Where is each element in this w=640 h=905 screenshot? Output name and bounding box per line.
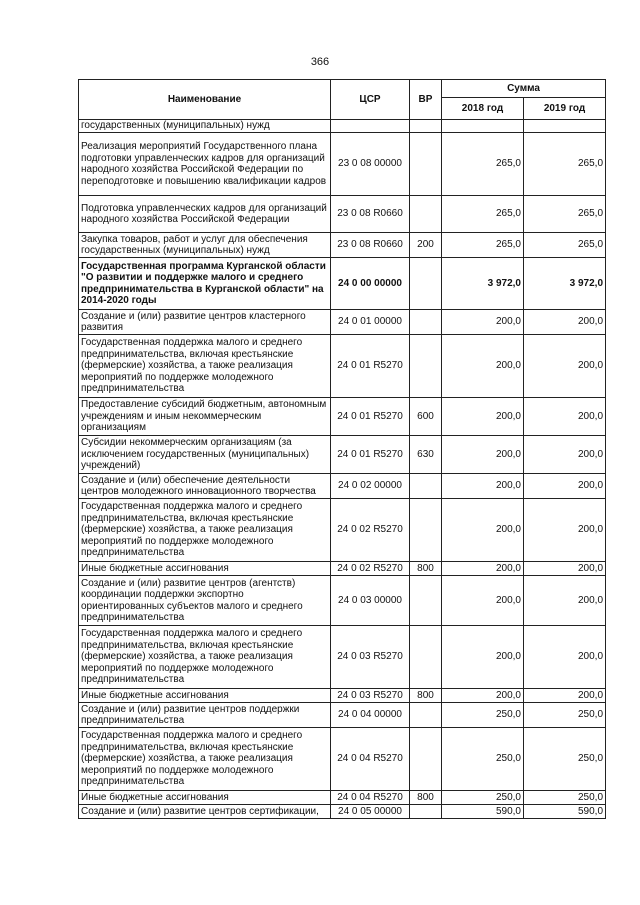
row-name: Государственная поддержка малого и среднего предпринимательства, включая крестьянские (фермерские) хозяйства, а также реализация мероприятий по поддержке молодежного предпринимательства	[79, 499, 331, 562]
row-vr: 800	[410, 791, 442, 805]
table-row	[79, 562, 606, 576]
row-name: Подготовка управленческих кадров для организаций народного хозяйства Российской Федерации	[79, 196, 331, 233]
row-vr	[410, 196, 442, 233]
row-name: Реализация мероприятий Государственного плана подготовки управленческих кадров для организаций народного хозяйства Российской Федерации по переподготовке и повышению квалификации кадров	[79, 133, 331, 196]
row-vr	[410, 310, 442, 335]
row-name: Государственная программа Курганской области "О развитии и поддержке малого и среднего предпринимательства в Курганской области" на 2014-2020 годы	[79, 258, 331, 310]
table-row	[79, 703, 606, 728]
row-2019: 200,0	[524, 436, 606, 474]
table-row	[79, 626, 606, 689]
row-csr: 24 0 03 R5270	[331, 626, 410, 689]
row-vr	[410, 258, 442, 310]
row-name: Субсидии некоммерческим организациям (за исключением государственных (муниципальных) учреждений)	[79, 436, 331, 474]
row-2019: 200,0	[524, 689, 606, 703]
table-row	[79, 398, 606, 436]
row-2019: 200,0	[524, 335, 606, 398]
row-csr: 24 0 05 00000	[331, 805, 410, 819]
row-2018: 200,0	[442, 398, 524, 436]
row-csr: 24 0 04 R5270	[331, 728, 410, 791]
header-sum: Сумма	[442, 80, 606, 98]
row-vr	[410, 805, 442, 819]
table-row	[79, 689, 606, 703]
row-name: Создание и (или) развитие центров поддержки предпринимательства	[79, 703, 331, 728]
row-2018: 200,0	[442, 499, 524, 562]
row-name: Создание и (или) развитие центров сертификации,	[79, 805, 331, 819]
row-vr	[410, 335, 442, 398]
row-csr: 24 0 02 00000	[331, 474, 410, 499]
row-vr: 800	[410, 562, 442, 576]
row-csr: 24 0 02 R5270	[331, 562, 410, 576]
row-vr	[410, 728, 442, 791]
row-2018: 590,0	[442, 805, 524, 819]
row-name: Закупка товаров, работ и услуг для обеспечения государственных (муниципальных) нужд	[79, 233, 331, 258]
header-csr: ЦСР	[331, 80, 410, 120]
row-2019: 265,0	[524, 233, 606, 258]
row-2018: 200,0	[442, 689, 524, 703]
table-row	[79, 728, 606, 791]
row-csr: 24 0 02 R5270	[331, 499, 410, 562]
row-name: Иные бюджетные ассигнования	[79, 791, 331, 805]
table-row	[79, 335, 606, 398]
table-body	[79, 120, 606, 819]
row-2018: 250,0	[442, 791, 524, 805]
table-row	[79, 233, 606, 258]
row-2018: 200,0	[442, 474, 524, 499]
row-vr: 200	[410, 233, 442, 258]
row-vr: 600	[410, 398, 442, 436]
row-2019: 200,0	[524, 626, 606, 689]
row-2018: 250,0	[442, 703, 524, 728]
row-name: Создание и (или) развитие центров кластерного развития	[79, 310, 331, 335]
row-2019: 200,0	[524, 562, 606, 576]
row-2019: 200,0	[524, 499, 606, 562]
row-csr: 23 0 08 00000	[331, 133, 410, 196]
row-vr	[410, 120, 442, 133]
row-2018: 200,0	[442, 626, 524, 689]
row-2019: 265,0	[524, 196, 606, 233]
row-name: Создание и (или) развитие центров (агентств) координации поддержки экспортно ориентированных субъектов малого и среднего предпринимательства	[79, 576, 331, 626]
row-vr	[410, 626, 442, 689]
row-csr: 24 0 00 00000	[331, 258, 410, 310]
row-name: Государственная поддержка малого и среднего предпринимательства, включая крестьянские (фермерские) хозяйства, а также реализация мероприятий по поддержке молодежного предпринимательства	[79, 728, 331, 791]
table-row	[79, 120, 606, 133]
table-row	[79, 133, 606, 196]
row-name: Создание и (или) обеспечение деятельности центров молодежного инновационного творчества	[79, 474, 331, 499]
row-2019: 265,0	[524, 133, 606, 196]
row-vr	[410, 474, 442, 499]
row-2019: 590,0	[524, 805, 606, 819]
row-csr	[331, 120, 410, 133]
row-2018: 265,0	[442, 133, 524, 196]
row-2019: 200,0	[524, 398, 606, 436]
row-2019: 250,0	[524, 728, 606, 791]
page-number: 366	[310, 56, 330, 68]
row-vr	[410, 576, 442, 626]
row-2018: 200,0	[442, 562, 524, 576]
budget-table	[78, 79, 606, 819]
row-vr	[410, 703, 442, 728]
row-vr	[410, 133, 442, 196]
row-2019: 250,0	[524, 791, 606, 805]
row-2018: 200,0	[442, 436, 524, 474]
row-2019	[524, 120, 606, 133]
table-row	[79, 258, 606, 310]
row-2018	[442, 120, 524, 133]
row-name: государственных (муниципальных) нужд	[79, 120, 331, 133]
table-row	[79, 791, 606, 805]
header-2018: 2018 год	[442, 98, 524, 120]
row-csr: 24 0 01 R5270	[331, 335, 410, 398]
row-2018: 3 972,0	[442, 258, 524, 310]
row-csr: 24 0 01 00000	[331, 310, 410, 335]
row-2018: 250,0	[442, 728, 524, 791]
row-csr: 24 0 04 R5270	[331, 791, 410, 805]
header-vr: ВР	[410, 80, 442, 120]
table-row	[79, 805, 606, 819]
row-vr: 800	[410, 689, 442, 703]
row-2018: 200,0	[442, 335, 524, 398]
row-2019: 3 972,0	[524, 258, 606, 310]
row-name: Иные бюджетные ассигнования	[79, 689, 331, 703]
header-2019: 2019 год	[524, 98, 606, 120]
row-csr: 23 0 08 R0660	[331, 196, 410, 233]
row-csr: 24 0 03 R5270	[331, 689, 410, 703]
row-2019: 200,0	[524, 474, 606, 499]
header-name: Наименование	[79, 80, 331, 120]
row-csr: 23 0 08 R0660	[331, 233, 410, 258]
row-vr	[410, 499, 442, 562]
row-name: Иные бюджетные ассигнования	[79, 562, 331, 576]
table-row	[79, 499, 606, 562]
row-2019: 200,0	[524, 310, 606, 335]
table-row	[79, 576, 606, 626]
row-name: Государственная поддержка малого и среднего предпринимательства, включая крестьянские (фермерские) хозяйства, а также реализация мероприятий по поддержке молодежного предпринимательства	[79, 626, 331, 689]
table-row	[79, 196, 606, 233]
row-2018: 265,0	[442, 233, 524, 258]
row-2019: 200,0	[524, 576, 606, 626]
row-2018: 265,0	[442, 196, 524, 233]
row-2018: 200,0	[442, 310, 524, 335]
row-name: Государственная поддержка малого и среднего предпринимательства, включая крестьянские (фермерские) хозяйства, а также реализация мероприятий по поддержке молодежного предпринимательства	[79, 335, 331, 398]
table-row	[79, 436, 606, 474]
row-2018: 200,0	[442, 576, 524, 626]
row-csr: 24 0 04 00000	[331, 703, 410, 728]
row-vr: 630	[410, 436, 442, 474]
row-name: Предоставление субсидий бюджетным, автономным учреждениям и иным некоммерческим организациям	[79, 398, 331, 436]
row-csr: 24 0 03 00000	[331, 576, 410, 626]
row-2019: 250,0	[524, 703, 606, 728]
row-csr: 24 0 01 R5270	[331, 398, 410, 436]
row-csr: 24 0 01 R5270	[331, 436, 410, 474]
table-row	[79, 310, 606, 335]
table-row	[79, 474, 606, 499]
